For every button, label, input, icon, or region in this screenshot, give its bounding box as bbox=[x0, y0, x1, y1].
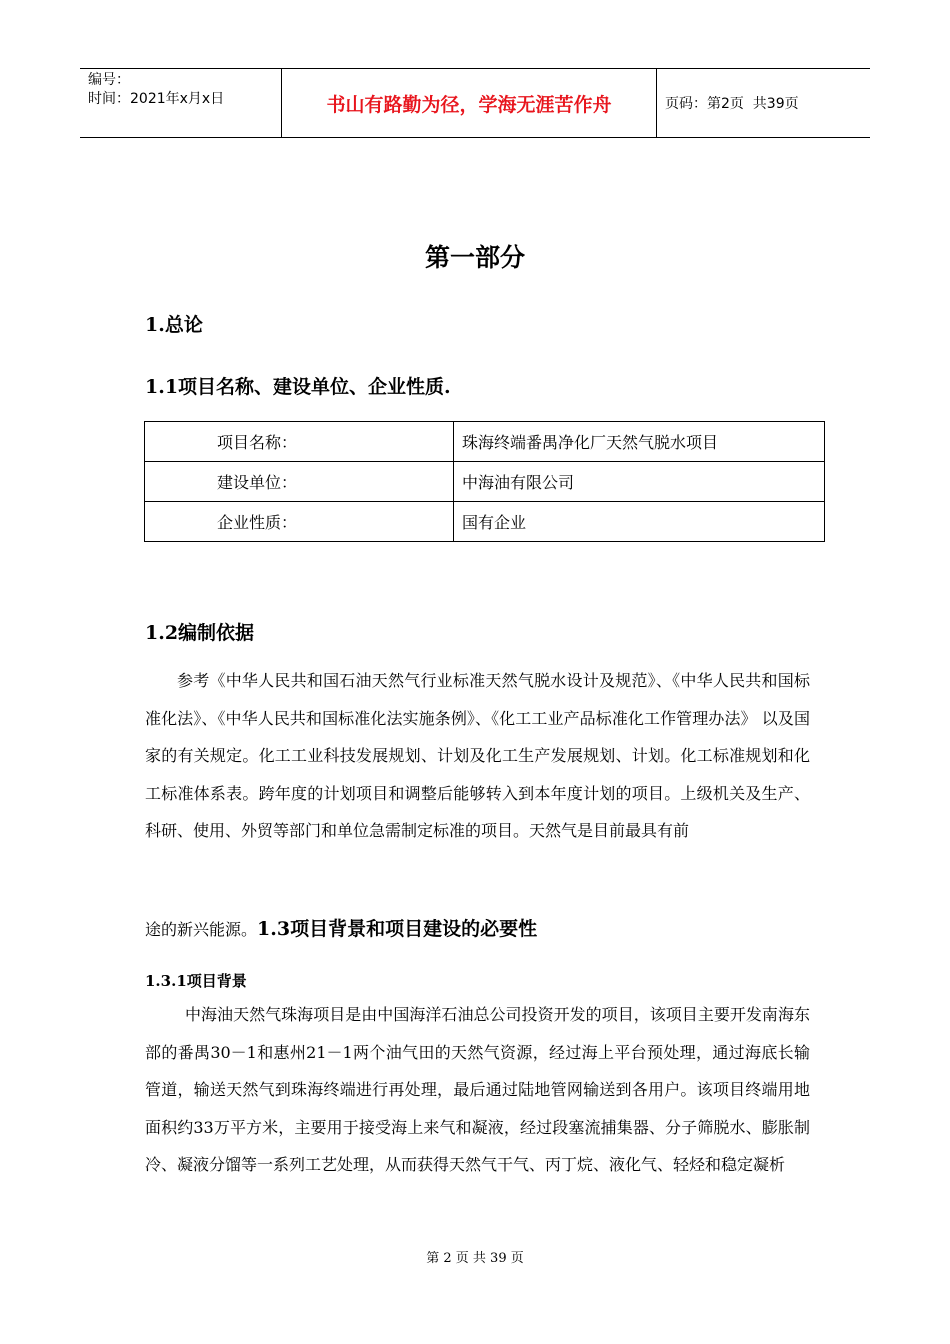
project-info-table bbox=[144, 421, 825, 542]
section-1-3-1-heading: 1.3.1项目背景 bbox=[145, 972, 247, 990]
section-1-1-heading: 1.1项目名称、建设单位、企业性质. bbox=[145, 376, 451, 398]
section-1-3-heading: 1.3项目背景和项目建设的必要性 bbox=[257, 918, 538, 940]
continuation-text: 途的新兴能源。 bbox=[145, 920, 258, 939]
table-key: 项目名称： bbox=[145, 422, 454, 462]
header-meta bbox=[80, 69, 281, 137]
table-key: 建设单位： bbox=[145, 462, 454, 502]
section-1-2-paragraph: 参考《中华人民共和国石油天然气行业标准天然气脱水设计及规范》、《中华人民共和国标准化法》、《中华人民共和国标准化法实施条例》、《化工工业产品标准化工作管理办法》 以及国家的有关规定。化工工业科技发展规划、计划及化工生产发展规划、计划。化工标准规划和化工标准体系表。跨年度的计划项目和调整后能够转入到本年度计划的项目。上级机关及生产、科研、使用、外贸等部门和单位急需制定标准的项目。天然气是目前最具有前 bbox=[145, 671, 810, 840]
page-title: 第一部分 bbox=[424, 243, 525, 272]
table-value: 国有企业 bbox=[454, 502, 825, 542]
page-info-text: 页码：第2页 共39页 bbox=[665, 96, 799, 112]
continuation-line bbox=[145, 914, 537, 941]
time-label: 时间：2021年x月x日 bbox=[88, 91, 225, 107]
header-page-info bbox=[655, 69, 870, 137]
header-motto: 书山有路勤为径，学海无涯苦作舟 bbox=[281, 69, 657, 137]
page-footer: 第 2 页 共 39 页 bbox=[426, 1251, 524, 1266]
table-row bbox=[145, 462, 825, 502]
section-1-2-heading: 1.2编制依据 bbox=[145, 622, 255, 644]
table-row bbox=[145, 502, 825, 542]
page-header bbox=[80, 68, 870, 138]
table-key: 企业性质： bbox=[145, 502, 454, 542]
table-value: 珠海终端番禺净化厂天然气脱水项目 bbox=[454, 422, 825, 462]
serial-label: 编号： bbox=[88, 72, 130, 88]
section-1-3-1-paragraph: 中海油天然气珠海项目是由中国海洋石油总公司投资开发的项目，该项目主要开发南海东部的番禺30－1和惠州21－1两个油气田的天然气资源，经过海上平台预处理，通过海底长输管道，输送天然气到珠海终端进行再处理，最后通过陆地管网输送到各用户。该项目终端用地面积约33万平方米，主要用于接受海上来气和凝液，经过段塞流捕集器、分子筛脱水、膨胀制冷、凝液分馏等一系列工艺处理，从而获得天然气干气、丙丁烷、液化气、轻烃和稳定凝析 bbox=[145, 1005, 810, 1174]
table-value: 中海油有限公司 bbox=[454, 462, 825, 502]
section-1-heading: 1.总论 bbox=[145, 314, 203, 336]
table-row bbox=[145, 422, 825, 462]
